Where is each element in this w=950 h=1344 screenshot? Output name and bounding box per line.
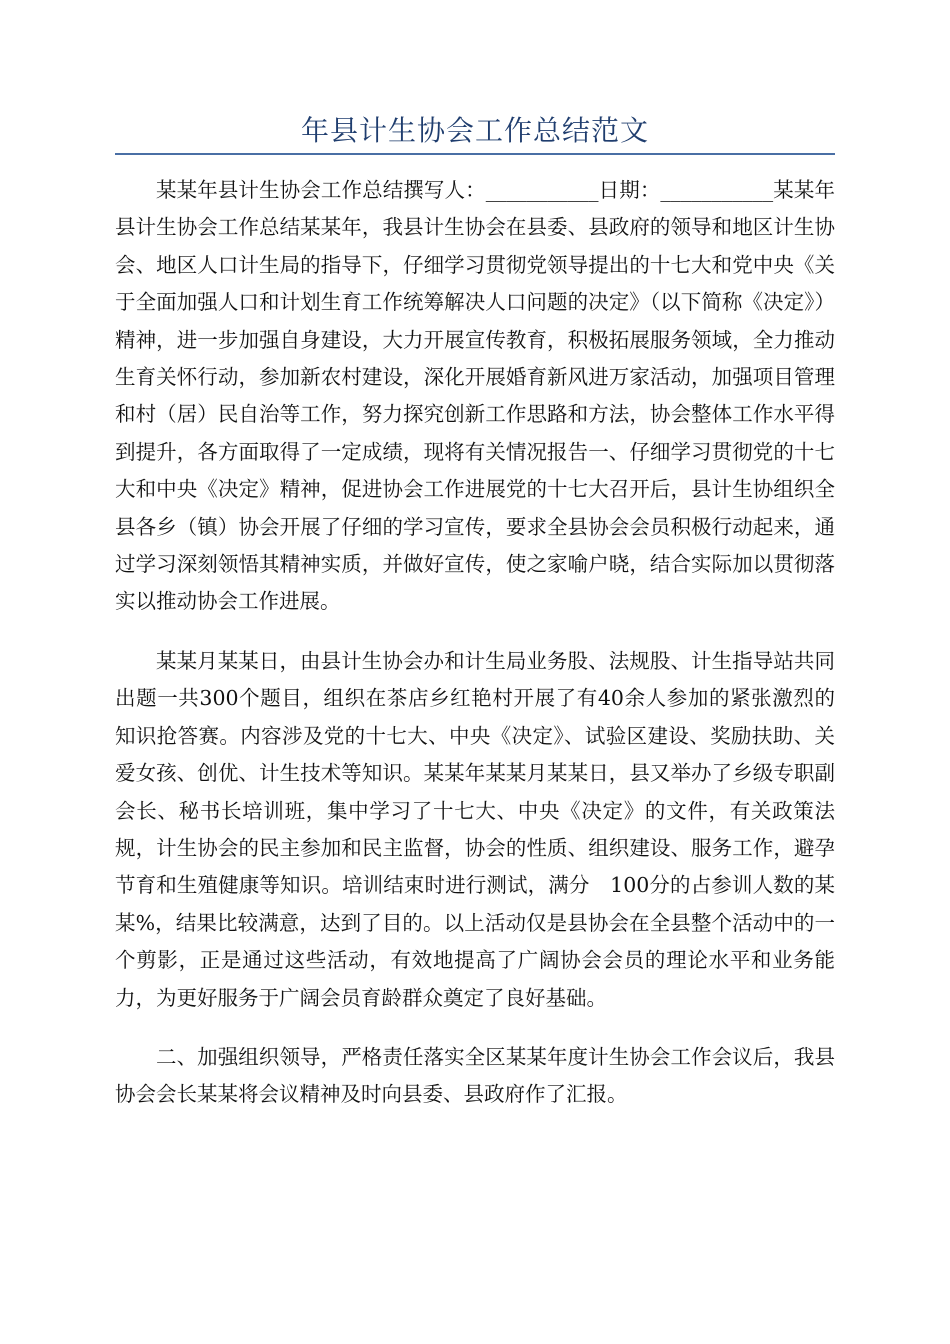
title-underline — [115, 153, 835, 155]
paragraph-organization: 二、加强组织领导，严格责任落实全区某某年度计生协会工作会议后，我县协会会长某某将会议精神及时向县委、县政府作了汇报。 — [115, 1044, 835, 1107]
paragraph-activities: 某某月某某日，由县计生协会办和计生局业务股、法规股、计生指导站共同出题一共300个题目，组织在茶店乡红艳村开展了有40余人参加的紧张激烈的知识抢答赛。内容涉及党的十七大、中央《决定》、试验区建设、奖励扶助、关爱女孩、创优、计生技术等知识。某某年某某月某某日，县又举办了乡级专职副会长、秘书长培训班，集中学习了十七大、中央《决定》的文件，有关政策法规，计生协会的民主参加和民主监督，协会的性质、组织建设、服务工作，避孕节育和生殖健康等知识。培训结束时进行测试，满分 100分的占参训人数的某某%，结果比较满意，达到了目的。以上活动仅是县协会在全县整个活动中的一个剪影，正是通过这些活动，有效地提高了广阔协会会员的理论水平和业务能力，为更好服务于广阔会员育龄群众奠定了良好基础。 — [115, 648, 835, 1010]
document-body — [115, 172, 835, 1136]
paragraph-intro: 某某年县计生协会工作总结撰写人：___________日期：___________某某年县计生协会工作总结某某年，我县计生协会在县委、县政府的领导和地区计生协会、地区人口计生局的指导下，仔细学习贯彻党领导提出的十七大和党中央《关于全面加强人口和计划生育工作统筹解决人口问题的决定》（以下简称《决定》）精神，进一步加强自身建设，大力开展宣传教育，积极拓展服务领域，全力推动生育关怀行动，参加新农村建设，深化开展婚育新风进万家活动，加强项目管理和村（居）民自治等工作，努力探究创新工作思路和方法，协会整体工作水平得到提升，各方面取得了一定成绩，现将有关情况报告一、仔细学习贯彻党的十七大和中央《决定》精神，促进协会工作进展党的十七大召开后，县计生协组织全县各乡（镇）协会开展了仔细的学习宣传，要求全县协会会员积极行动起来，通过学习深刻领悟其精神实质，并做好宣传，使之家喻户晓，结合实际加以贯彻落实以推动协会工作进展。 — [115, 178, 835, 614]
document-title: 年县计生协会工作总结范文 — [300, 114, 649, 147]
